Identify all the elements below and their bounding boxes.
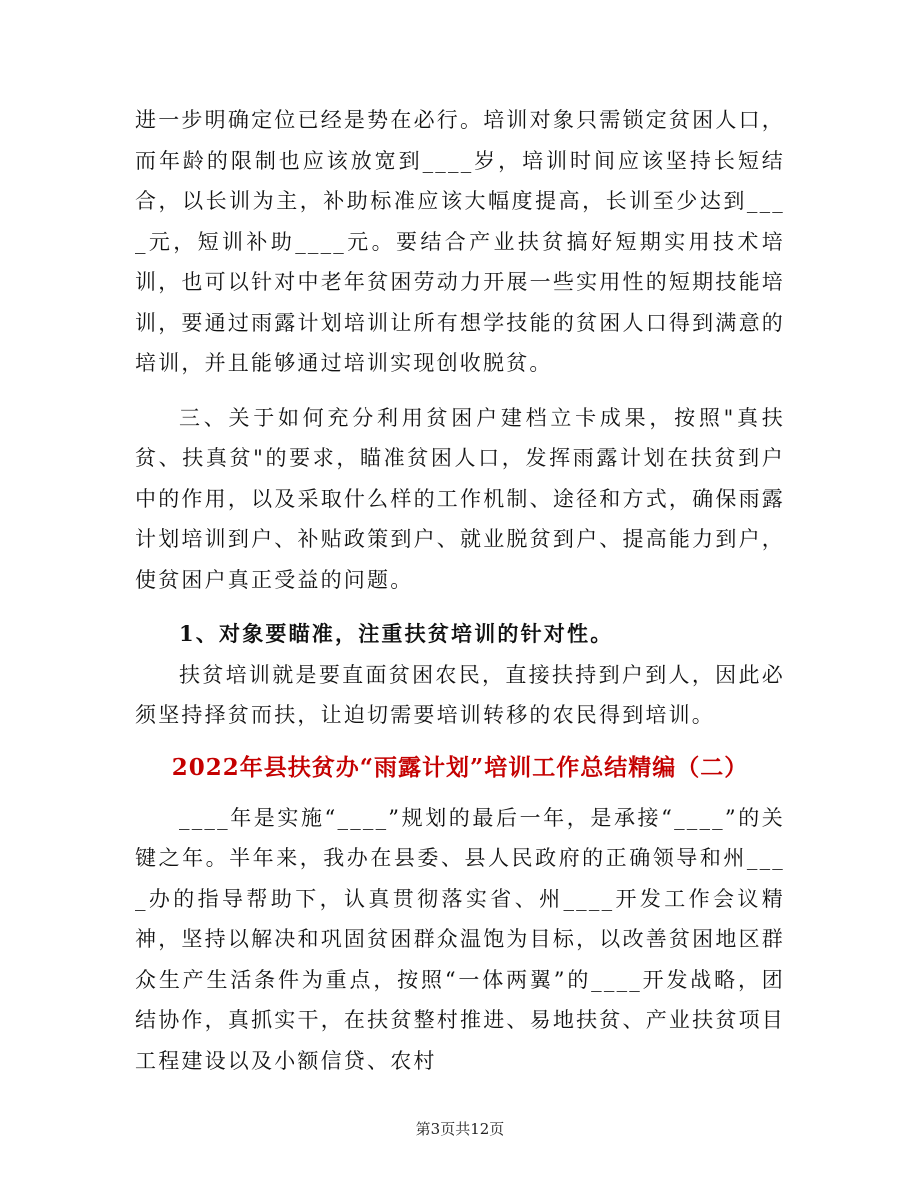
page-footer xyxy=(0,1118,920,1139)
paragraph-4: 扶贫培训就是要直面贫困农民，直接扶持到户到人，因此必须坚持择贫而扶，让迫切需要培训转移的农民得到培训。 xyxy=(135,662,785,727)
section-title: 2022年县扶贫办“雨露计划”培训工作总结精编（二） xyxy=(171,753,749,781)
document-body xyxy=(135,100,785,1081)
paragraph-1: 进一步明确定位已经是势在必行。培训对象只需锁定贫困人口，而年龄的限制也应该放宽到____岁，培训时间应该坚持长短结合，以长训为主，补助标准应该大幅度提高，长训至少达到____元，短训补助____元。要结合产业扶贫搞好短期实用技术培训，也可以针对中老年贫困劳动力开展一些实用性的短期技能培训，要通过雨露计划培训让所有想学技能的贫困人口得到满意的培训，并且能够通过培训实现创收脱贫。 xyxy=(135,108,785,375)
paragraph-5: ____年是实施“____”规划的最后一年，是承接“____”的关键之年。半年来，我办在县委、县人民政府的正确领导和州____办的指导帮助下，认真贯彻落实省、州____开发工作会议精神，坚持以解决和巩固贫困群众温饱为目标，以改善贫困地区群众生产生活条件为重点，按照“一体两翼”的____开发战略，团结协作，真抓实干，在扶贫整村推进、易地扶贫、产业扶贫项目工程建设以及小额信贷、农村 xyxy=(135,805,785,1073)
paragraph-subheading: 1、对象要瞄准，注重扶贫培训的针对性。 xyxy=(179,621,614,646)
paragraph-section-three: 三、关于如何充分利用贫困户建档立卡成果，按照"真扶贫、扶真贫"的要求，瞄准贫困人口，发挥雨露计划在扶贫到户中的作用，以及采取什么样的工作机制、途径和方式，确保雨露计划培训到户、补贴政策到户、就业脱贫到户、提高能力到户，使贫困户真正受益的问题。 xyxy=(135,405,785,592)
page-number-label: 第3页共12页 xyxy=(415,1120,505,1138)
